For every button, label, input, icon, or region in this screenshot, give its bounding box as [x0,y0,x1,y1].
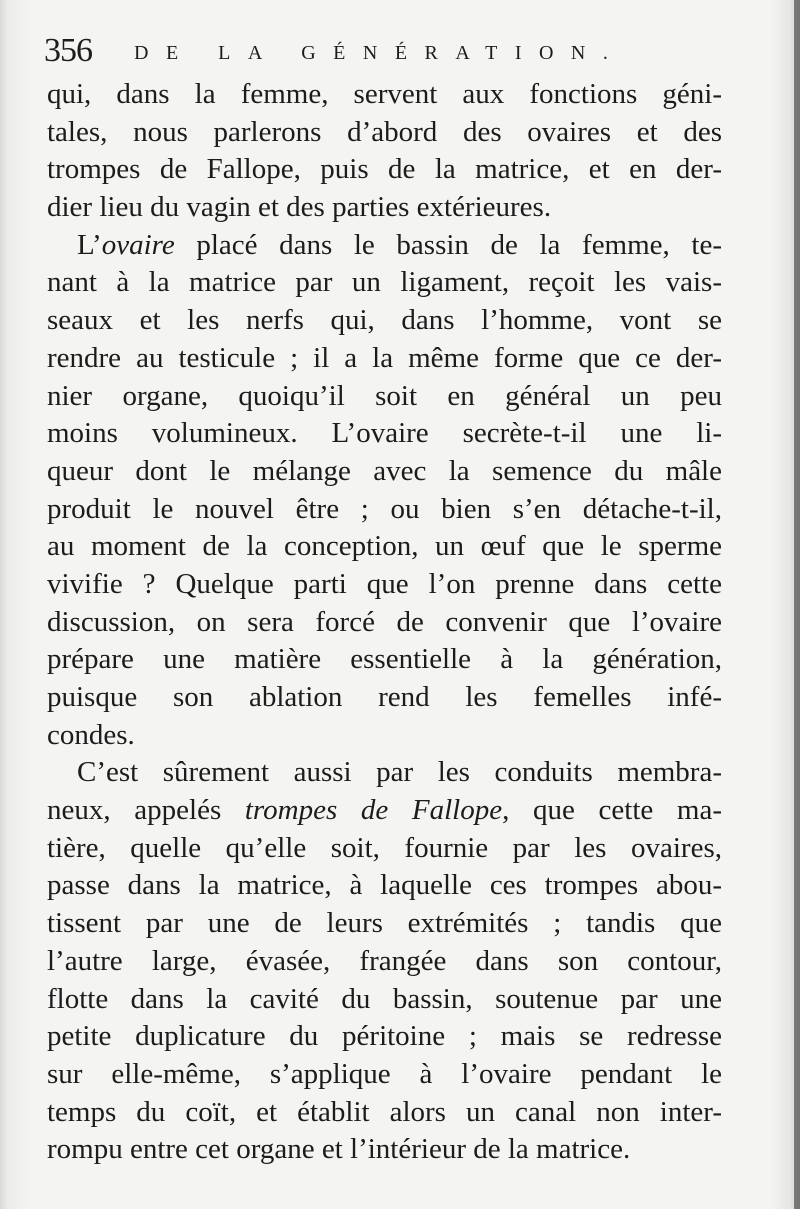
text-line: tales, nous parlerons d’abord des ovaires et des [47,115,722,148]
text-run: L’ [77,228,102,261]
page-edge-shadow [794,0,800,1209]
text-line: petite duplicature du péritoine ; mais se redresse [47,1020,722,1053]
text-line: l’autre large, évasée, frangée dans son contour, [47,944,722,977]
text-run: neux, appelés [47,794,245,827]
text-line: passe dans la matrice, à laquelle ces trompes abou- [47,869,722,902]
text-line: nier organe, quoiqu’il soit en général un peu [47,379,722,412]
text-line: dier lieu du vagin et des parties extérieures. [47,191,552,224]
text-line: discussion, on sera forcé de convenir que l’ovaire [47,605,722,638]
text-line: au moment de la conception, un œuf que le sperme [47,530,722,563]
text-line: qui, dans la femme, servent aux fonctions géni- [47,78,722,110]
italic-term: ovaire [101,228,175,261]
text-line: vivifie ? Quelque parti que l’on prenne dans cette [47,567,722,600]
paragraph-first-line [47,227,722,265]
paragraph-first-line: C’est sûrement aussi par les conduits membra- [77,756,722,789]
text-run: placé dans le bassin de la femme, te- [174,228,722,261]
text-line: trompes de Fallope, puis de la matrice, et en der- [47,153,722,186]
text-line: queur dont le mélange avec la semence du mâle [47,454,722,487]
page-number: 356 [44,32,92,69]
running-head: DE LA GÉNÉRATION. [134,42,626,64]
text-line: flotte dans la cavité du bassin, soutenue par une [47,982,722,1015]
text-line: rendre au testicule ; il a la même forme que ce der- [47,341,722,374]
text-line: tissent par une de leurs extrémités ; tandis que [47,907,722,940]
text-line: rompu entre cet organe et l’intérieur de la matrice. [47,1133,631,1166]
text-line [47,792,722,830]
text-line: puisque son ablation rend les femelles infé- [47,681,722,713]
text-line: condes. [47,718,135,751]
text-line: nant à la matrice par un ligament, reçoit les vais- [47,266,722,299]
text-run: , que cette ma- [502,794,722,827]
text-line: prépare une matière essentielle à la génération, [47,643,722,676]
text-line: moins volumineux. L’ovaire secrète-t-il une li- [47,417,722,450]
text-line: tière, quelle qu’elle soit, fournie par les ovaires, [47,831,722,864]
italic-term: trompes de Fallope [244,794,503,827]
text-line: produit le nouvel être ; ou bien s’en détache-t-il, [47,492,722,525]
page-header [44,28,744,74]
text-line: temps du coït, et établit alors un canal non inter- [47,1095,722,1128]
text-line: sur elle-même, s’applique à l’ovaire pendant le [47,1057,722,1090]
text-line: seaux et les nerfs qui, dans l’homme, vont se [47,304,722,337]
body-text [47,76,722,1169]
